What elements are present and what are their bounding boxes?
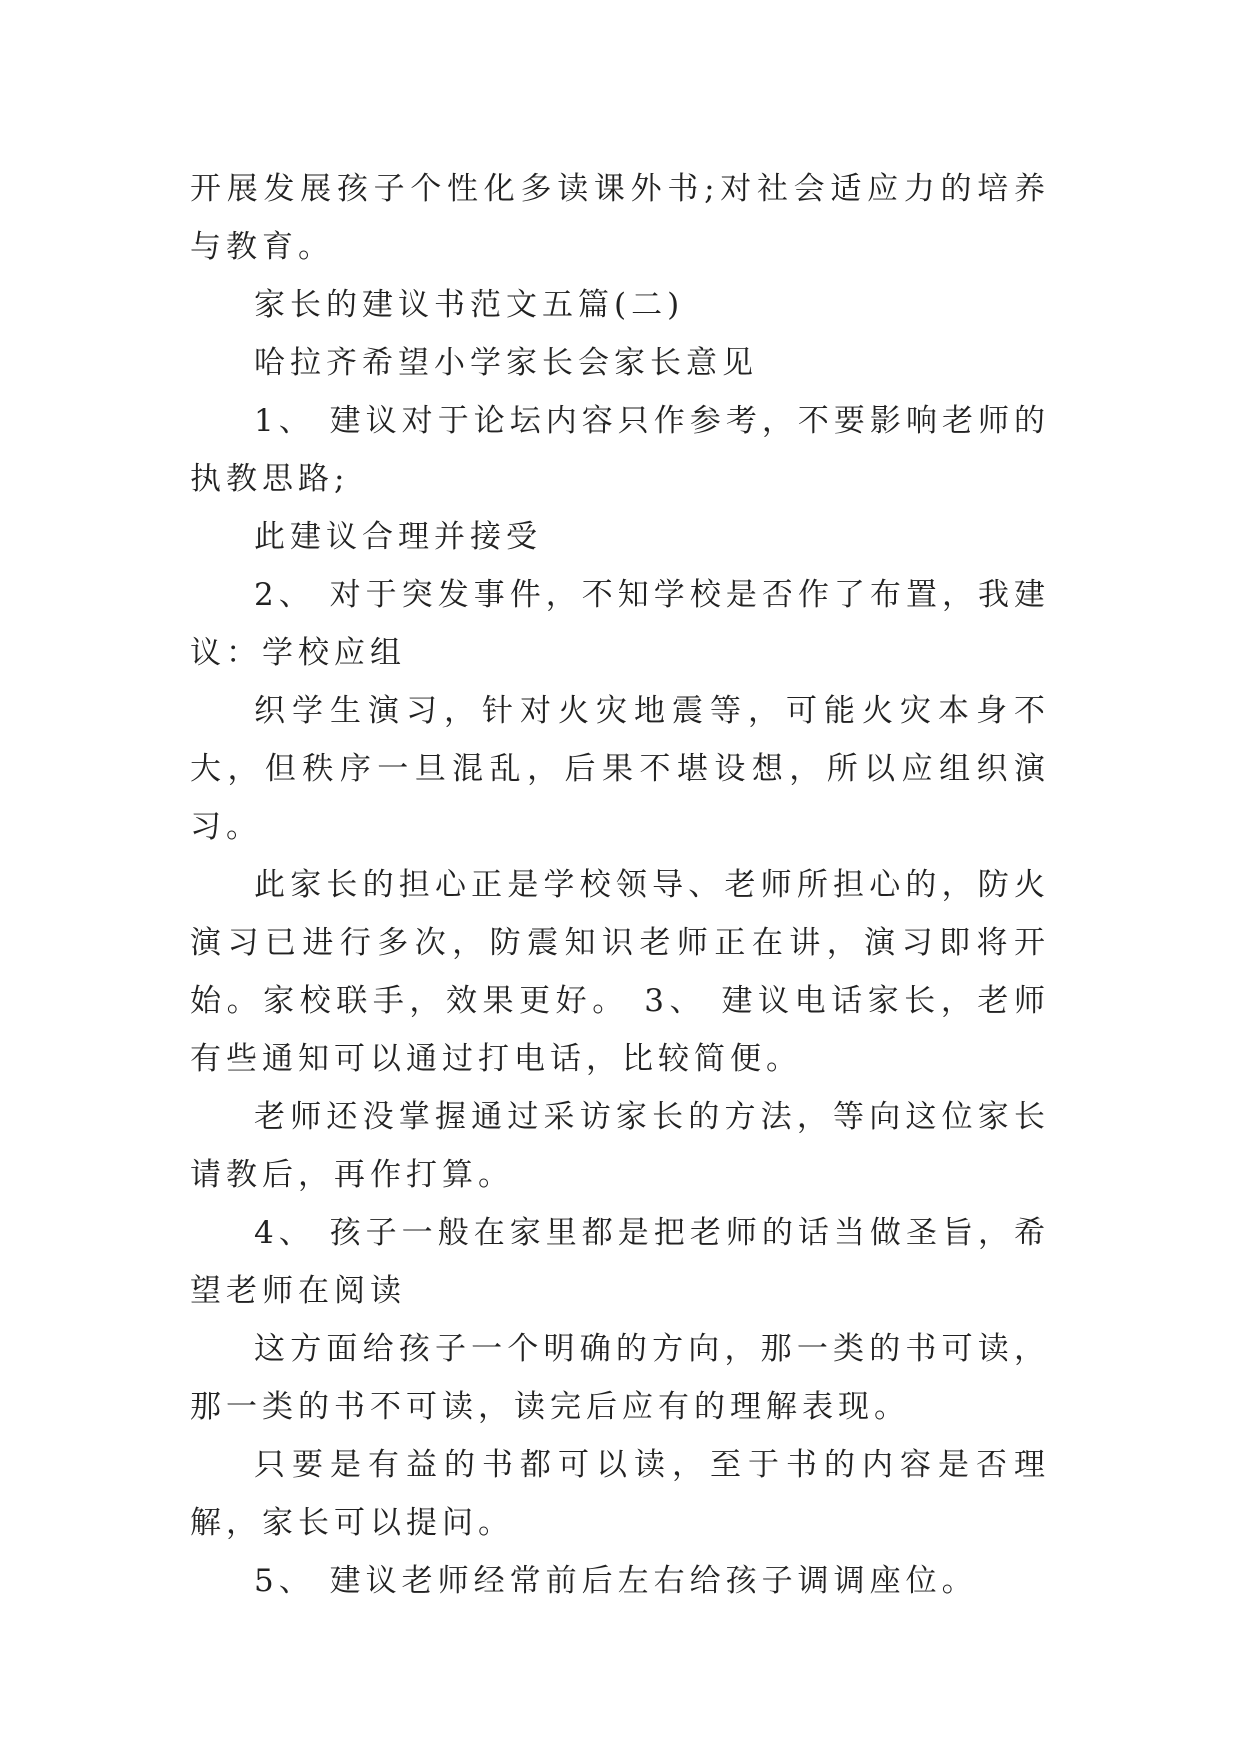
suggestion-4-continued: 这方面给孩子一个明确的方向，那一类的书可读，那一类的书不可读，读完后应有的理解表现。	[190, 1331, 1050, 1425]
suggestion-4: 4、 孩子一般在家里都是把老师的话当做圣旨，希望老师在阅读	[190, 1215, 1050, 1309]
paragraph-intro: 开展发展孩子个性化多读课外书;对社会适应力的培养与教育。	[190, 171, 1050, 265]
reply-4: 只要是有益的书都可以读，至于书的内容是否理解，家长可以提问。	[190, 1447, 1050, 1541]
suggestion-5: 5、 建议老师经常前后左右给孩子调调座位。	[254, 1563, 978, 1599]
reply-2-and-suggestion-3: 此家长的担心正是学校领导、老师所担心的，防火演习已进行多次，防震知识老师正在讲，演习即将开始。家校联手，效果更好。 3、 建议电话家长，老师有些通知可以通过打电话，比较简便。	[190, 867, 1050, 1077]
document-body	[190, 160, 1050, 1610]
subheading-school: 哈拉齐希望小学家长会家长意见	[254, 345, 758, 381]
suggestion-2-continued: 织学生演习，针对火灾地震等，可能火灾本身不大，但秩序一旦混乱，后果不堪设想，所以应组织演习。	[190, 693, 1050, 845]
reply-3: 老师还没掌握通过采访家长的方法，等向这位家长请教后，再作打算。	[190, 1099, 1050, 1193]
reply-1: 此建议合理并接受	[254, 519, 542, 555]
suggestion-2: 2、 对于突发事件，不知学校是否作了布置，我建议：学校应组	[190, 577, 1050, 671]
section-heading: 家长的建议书范文五篇(二)	[254, 287, 685, 323]
suggestion-1: 1、 建议对于论坛内容只作参考，不要影响老师的执教思路;	[190, 403, 1050, 497]
